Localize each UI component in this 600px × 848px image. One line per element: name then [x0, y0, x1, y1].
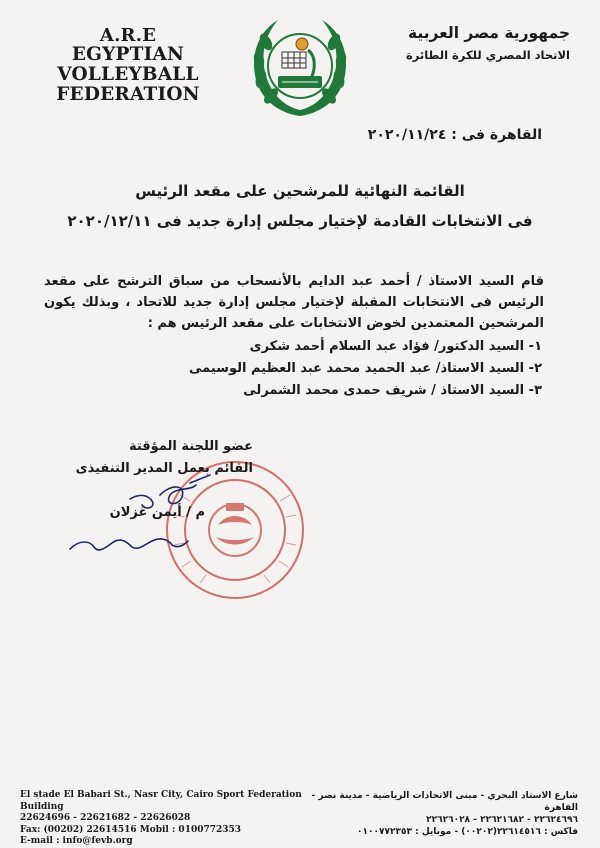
footer-fax-en: Fax: (00202) 22614516 Mobil : 0100772353 — [20, 824, 242, 835]
footer-arabic — [288, 790, 578, 838]
letter-date: القاهرة فى : ٢٠٢٠/١١/٢٤ — [367, 127, 542, 143]
footer-fax-ar: فاكس : ٢٢٦١٤٥١٦(٠٠٢٠٢) - موبايل : ٠١٠٠٧٧٢٣٥٣ — [357, 827, 578, 837]
federation-logo — [244, 12, 356, 122]
header-republic: جمهورية مصر العربية — [407, 24, 570, 42]
signature-name: م / أيمن غزلان — [109, 505, 205, 520]
footer-email-en: E-mail : info@fevb.org — [20, 836, 133, 846]
header-arabic — [370, 24, 570, 62]
signature-executive-role: القائم بعمل المدير التنفيذى — [75, 461, 253, 476]
header-federation-arabic: الاتحاد المصري للكرة الطائرة — [405, 48, 570, 62]
header-federation-word: FEDERATION — [56, 84, 200, 106]
letter-subtitle: فى الانتخابات القادمة لإختيار مجلس إدارة جديد فى ٢٠٢٠/١٢/١١ — [67, 212, 533, 230]
footer-phone-ar: ٢٢٦٢٤٦٩٦ - ٢٢٦٢١٦٨٢ - ٢٢٦٢٦٠٢٨ — [426, 815, 578, 825]
footer-english — [20, 790, 310, 848]
list-item: ١- السيد الدكتور/ فؤاد عبد السلام أحمد شكرى — [249, 339, 542, 354]
signature-committee-role: عضو اللجنة المؤقتة — [128, 439, 253, 454]
letter-body: قام السيد الاستاذ / أحمد عبد الدايم بالأنسحاب من سباق الترشح على مقعد الرئيس فى الانتخابات المقبلة لإختيار مجلس إدارة جديد للاتحاد ، وبذلك يكون المرشحين المعتمدين لخوض الانتخابات على مقعد الرئيس هم : — [44, 274, 544, 331]
list-item: ٢- السيد الاستاذ/ عبد الحميد محمد عبد العظيم الوسيمى — [188, 361, 542, 376]
header-english — [28, 26, 228, 105]
header-country-abbr: A.R.E — [99, 25, 157, 46]
footer-address-ar: شارع الاستاد البحري - مبنى الاتحادات الرياضية - مدينة نصر - القاهرة — [311, 791, 578, 813]
handwritten-signature — [60, 455, 230, 565]
header-federation-name: EGYPTIAN VOLLEYBALL — [57, 44, 199, 86]
candidate-list — [42, 336, 542, 402]
list-item: ٣- السيد الاستاذ / شريف حمدى محمد الشمرلى — [243, 383, 542, 398]
footer-phone-en: 22624696 - 22621682 - 22626028 — [20, 813, 191, 823]
letter-title: القائمة النهائية للمرشحين على مقعد الرئيس — [135, 182, 465, 200]
footer-address-en: El stade El Babari St., Nasr City, Cairo Sport Federation Building — [20, 790, 302, 812]
